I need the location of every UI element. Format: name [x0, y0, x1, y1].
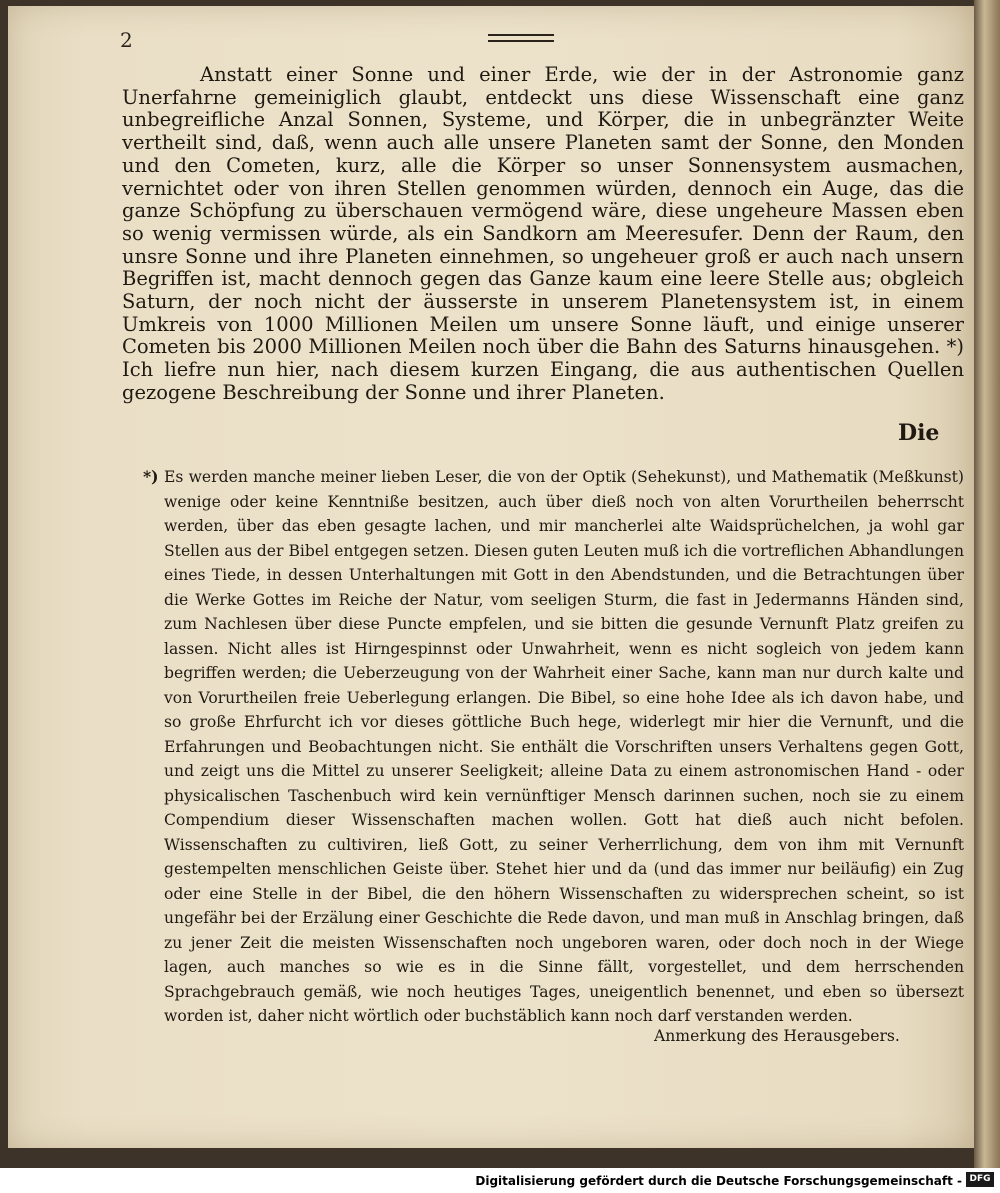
header-rule: [488, 34, 554, 42]
main-paragraph: Anstatt einer Sonne und einer Erde, wie der in der Astronomie ganz Unerfahrne gemeiniglich glaubt, entdeckt uns diese Wissenschaft eine ganz unbegreifliche Anzal Sonnen, Systeme, und Körper, die in unbegränzter Weite vertheilt sind, daß, wenn auch alle unsere Planeten samt der Sonne, den Monden und den Cometen, kurz, alle die Körper so unser Sonnensystem ausmachen, vernichtet oder von ihren Stellen genommen würden, dennoch ein Auge, das die ganze Schöpfung zu überschauen vermögend wäre, diese ungeheure Massen eben so wenig vermissen würde, als ein Sandkorn am Meeresufer. Denn der Raum, den unsre Sonne und ihre Planeten einnehmen, so ungeheuer groß er auch nach unsern Begriffen ist, macht dennoch gegen das Ganze kaum eine leere Stelle aus; obgleich Saturn, der noch nicht der äusserste in unserem Planetensystem ist, in einem Umkreis von 1000 Millionen Meilen um unsere Sonne läuft, und einige unserer Cometen bis 2000 Millionen Meilen noch über die Bahn des Saturns hinausgehen. *) Ich liefre nun hier, nach diesem kurzen Eingang, die aus authentischen Quellen gezogene Beschreibung der Sonne und ihrer Planeten.: [122, 63, 964, 404]
book-gutter: [974, 0, 1000, 1168]
catchword: Die: [898, 420, 940, 446]
funding-credit: Digitalisierung gefördert durch die Deutsche Forschungsgemeinschaft -: [475, 1174, 962, 1188]
footnote-marker: *): [143, 467, 159, 486]
dfg-logo: DFG: [966, 1172, 994, 1187]
footnote-attribution: Anmerkung des Herausgebers.: [654, 1027, 900, 1045]
footnote-text: Es werden manche meiner lieben Leser, die von der Optik (Sehekunst), und Mathematik (Meßkunst) wenige oder keine Kenntniße besitzen, auch über dieß noch von alten Vorurtheilen beherrscht werden, über das eben gesagte lachen, und mir mancherlei alte Waidsprüchelchen, ja wohl gar Stellen aus der Bibel entgegen setzen. Diesen guten Leuten muß ich die vortreflichen Abhandlungen eines Tiede, in dessen Unterhaltungen mit Gott in den Abendstunden, und die Betrachtungen über die Werke Gottes im Reiche der Natur, vom seeligen Sturm, die fast in Jedermanns Händen sind, zum Nachlesen über diese Puncte empfelen, und sie bitten die gesunde Vernunft Platz greifen zu lassen. Nicht alles ist Hirngespinnst oder Unwahrheit, wenn es nicht sogleich von jedem kann begriffen werden; die Ueberzeugung von der Wahrheit einer Sache, kann man nur durch kalte und von Vorurtheilen freie Ueberlegung erlangen. Die Bibel, so eine hohe Idee als ich davon habe, und so große Ehrfurcht ich vor dieses göttliche Buch hege, widerlegt mir hier die Vernunft, und die Erfahrungen und Beobachtungen nicht. Sie enthält die Vorschriften unsers Verhaltens gegen Gott, und zeigt uns die Mittel zu unserer Seeligkeit; alleine Data zu einem astronomischen Hand - oder physicalischen Taschenbuch wird kein vernünftiger Mensch darinnen suchen, noch sie zu einem Compendium dieser Wissenschaften machen wollen. Gott hat dieß auch nicht befolen. Wissenschaften zu cultiviren, ließ Gott, zu seiner Verherrlichung, dem von ihm mit Vernunft gestempelten menschlichen Geiste über. Stehet hier und da (und das immer nur beiläufig) ein Zug oder eine Stelle in der Bibel, die den höhern Wissenschaften zu widersprechen scheint, so ist ungefähr bei der Erzälung einer Geschichte die Rede davon, und man muß in Anschlag bringen, daß zu jener Zeit die meisten Wissenschaften noch ungeboren waren, oder doch noch in der Wiege lagen, auch manches so wie es in die Sinne fällt, vorgestellet, und dem herrschenden Sprachgebrauch gemäß, wie noch heutiges Tages, uneigentlich benennet, und eben so übersezt worden ist, daher nicht wörtlich oder buchstäblich kann noch darf verstanden werden.: [164, 468, 964, 1025]
page-number: 2: [120, 28, 133, 52]
